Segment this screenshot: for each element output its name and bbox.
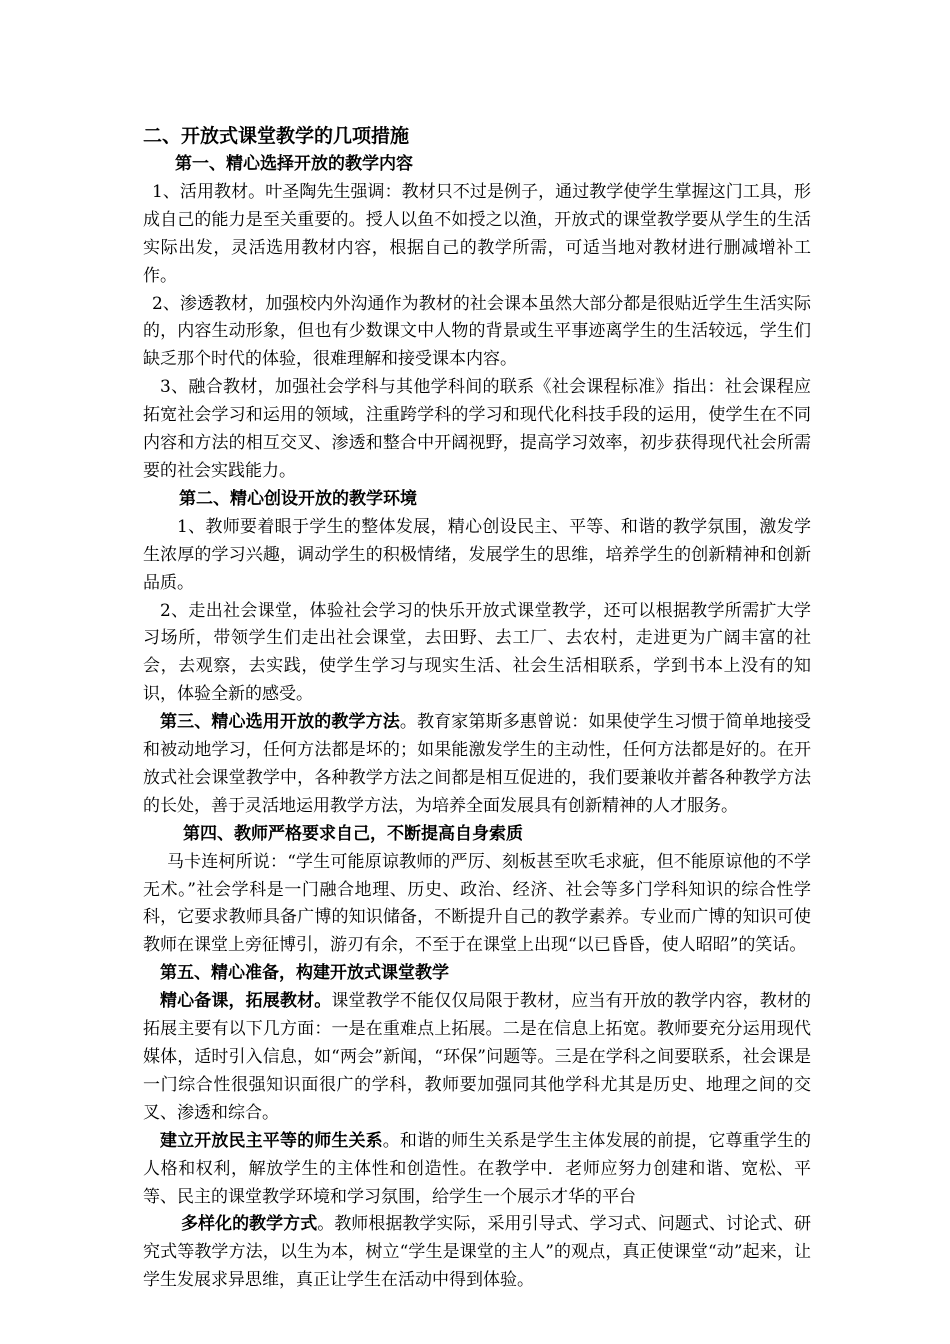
- paragraph-5-1-lead: 精心备课，拓展教材。: [160, 991, 332, 1012]
- subheading-5: 第五、精心准备，构建开放式课堂教学: [160, 963, 449, 984]
- subheading-2: 第二、精心创设开放的教学环境: [179, 488, 417, 509]
- subheading-4: 第四、教师严格要求自己，不断提高自身索质: [183, 823, 523, 844]
- paragraph-3: [143, 709, 811, 821]
- paragraph-1-1: 1、活用教材。叶圣陶先生强调：教材只不过是例子，通过教学使学生掌握这门工具，形成自己的能力是至关重要的。授人以鱼不如授之以渔，开放式的课堂教学要从学生的生活实际出发，灵活选用教材内容，根据自己的教学所需，可适当地对教材进行删减增补工作。: [143, 181, 811, 286]
- paragraph-5-2: [143, 1128, 811, 1212]
- document-body: [143, 121, 811, 1295]
- paragraph-5-1-text: 课堂教学不能仅仅局限于教材，应当有开放的教学内容，教材的拓展主要有以下几方面：一是在重难点上拓展。二是在信息上拓宽。教师要充分运用现代媒体，适时引入信息，如“两会”新闻，“环保”问题等。三是在学科之间要联系，社会课是一门综合性很强知识面很广的学科，教师要加强同其他学科尤其是历史、地理之间的交叉、渗透和综合。: [143, 991, 812, 1123]
- paragraph-5-3: [143, 1211, 811, 1295]
- paragraph-5-3-text: 。教师根据教学实际，采用引导式、学习式、问题式、讨论式、研究式等教学方法，以生为本，树立“学生是课堂的主人”的观点，真正使课堂“动”起来，让学生发展求异思维，真正让学生在活动中得到体验。: [143, 1214, 812, 1291]
- paragraph-2-1: 1、教师要着眼于学生的整体发展，精心创设民主、平等、和谐的教学氛围，激发学生浓厚的学习兴趣，调动学生的积极情绪，发展学生的思维，培养学生的创新精神和创新品质。: [143, 516, 811, 593]
- section-title: 二、开放式课堂教学的几项措施: [143, 125, 410, 147]
- paragraph-2-2: 2、走出社会课堂，体验社会学习的快乐开放式课堂教学，还可以根据教学所需扩大学习场所，带领学生们走出社会课堂，去田野、去工厂、去农村，走进更为广阔丰富的社会，去观察，去实践，使学生学习与现实生活、社会生活相联系，学到书本上没有的知识，体验全新的感受。: [143, 600, 811, 705]
- paragraph-3-lead: 第三、精心选用开放的教学方法: [160, 712, 400, 733]
- paragraph-4-1: 马卡连柯所说：“学生可能原谅教师的严厉、刻板甚至吹毛求疵，但不能原谅他的不学无术。”社会学科是一门融合地理、历史、政治、经济、社会等多门学科知识的综合性学科，它要求教师具备广博的知识储备，不断提升自己的教学素养。专业而广博的知识可使教师在课堂上旁征博引，游刃有余，不至于在课堂上出现“以已昏昏，使人昭昭”的笑话。: [143, 851, 811, 956]
- paragraph-5-1: [143, 988, 811, 1128]
- paragraph-5-2-text: 。和谐的师生关系是学生主体发展的前提，它尊重学生的人格和权利，解放学生的主体性和创造性。在教学中．老师应努力创建和谐、宽松、平等、民主的课堂教学环境和学习氛围，给学生一个展示才华的平台: [143, 1130, 812, 1207]
- paragraph-5-3-lead: 多样化的教学方式: [181, 1214, 318, 1235]
- paragraph-3-text: 。教育家第斯多惠曾说：如果使学生习惯于简单地接受和被动地学习，任何方法都是坏的；如果能激发学生的主动性，任何方法都是好的。在开放式社会课堂教学中，各种教学方法之间都是相互促进的，我们要兼收并蓄各种教学方法的长处，善于灵活地运用教学方法，为培养全面发展具有创新精神的人才服务。: [143, 712, 812, 816]
- paragraph-1-3: 3、融合教材，加强社会学科与其他学科间的联系《社会课程标准》指出：社会课程应拓宽社会学习和运用的领域，注重跨学科的学习和现代化科技手段的运用，使学生在不同内容和方法的相互交叉、渗透和整合中开阔视野，提高学习效率，初步获得现代社会所需要的社会实践能力。: [143, 377, 811, 481]
- paragraph-5-2-lead: 建立开放民主平等的师生关系: [160, 1130, 383, 1151]
- paragraph-1-2: 2、渗透教材，加强校内外沟通作为教材的社会课本虽然大部分都是很贴近学生生活实际的，内容生动形象，但也有少数课文中人物的背景或生平事迹离学生的生活较远，学生们缺乏那个时代的体验，很难理解和接受课本内容。: [143, 293, 811, 370]
- subheading-1: 第一、精心选择开放的教学内容: [175, 154, 413, 174]
